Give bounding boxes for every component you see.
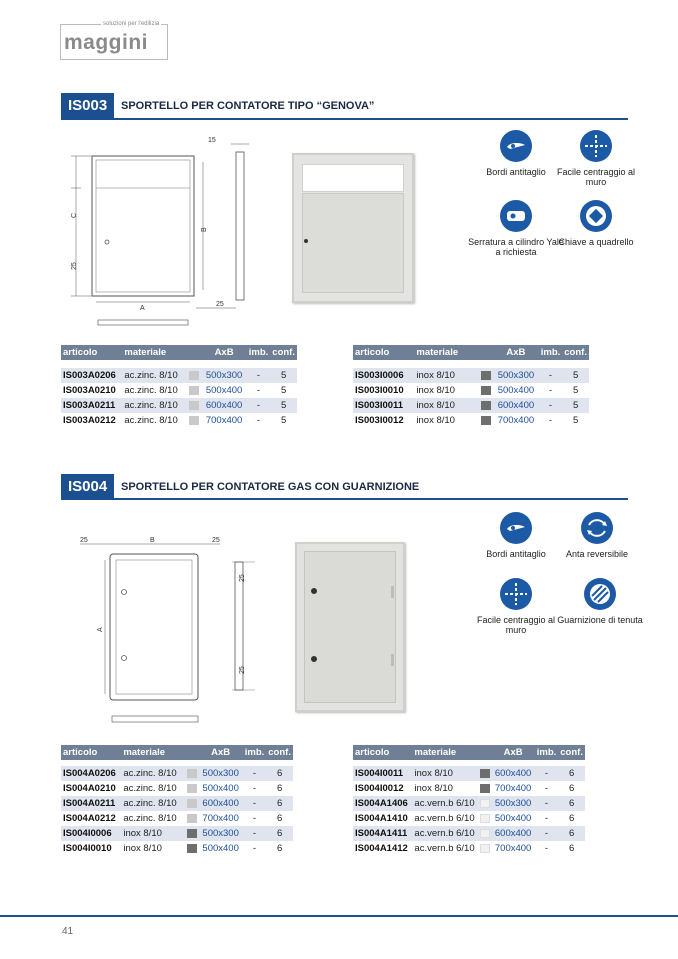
section-divider	[61, 498, 628, 500]
cell-conf: 6	[266, 796, 293, 811]
cell-material: ac.zinc. 8/10	[122, 398, 187, 413]
door-panel	[304, 551, 396, 703]
col-swatch	[187, 345, 201, 360]
cell-imb: -	[535, 826, 559, 841]
brand-name: maggini	[64, 31, 149, 54]
dim-label-15: 15	[208, 137, 216, 144]
cell-size: 700x400	[205, 415, 243, 426]
col-swatch	[185, 745, 199, 760]
feature-facile-centraggio	[548, 130, 644, 187]
cell-imb: -	[548, 415, 553, 426]
feature-label: Guarnizione di tenuta	[557, 615, 643, 625]
cell-code: IS003I0006	[353, 368, 414, 383]
cell-conf: 5	[270, 398, 297, 413]
feature-label: Bordi antitaglio	[486, 167, 546, 177]
col-axb: AxB	[493, 345, 539, 360]
col-imb: imb.	[244, 747, 265, 758]
product-table-is004-left	[61, 745, 293, 856]
material-swatch	[481, 371, 491, 380]
cell-imb: -	[544, 783, 549, 794]
cell-size: 700x400	[494, 843, 532, 854]
section-code-is003: IS003	[61, 93, 114, 119]
table-row	[353, 796, 585, 811]
target-icon	[500, 578, 532, 610]
section-code-is004: IS004	[61, 474, 114, 500]
footer-divider	[0, 915, 678, 917]
col-axb: AxB	[201, 345, 246, 360]
cell-imb: -	[256, 385, 261, 396]
table-row	[353, 826, 585, 841]
table-row	[61, 841, 293, 856]
col-axb: AxB	[199, 745, 243, 760]
brand-logo	[60, 21, 168, 60]
col-materiale: materiale	[121, 745, 184, 760]
cell-code: IS004A1406	[353, 796, 412, 811]
col-imb: imb.	[536, 747, 557, 758]
feature-label: Anta reversibile	[565, 549, 629, 559]
cell-code: IS003A0211	[61, 398, 122, 413]
dim-label-25-left: 25	[71, 262, 78, 270]
cell-conf: 5	[270, 368, 297, 383]
dim-label-a: A	[97, 627, 104, 632]
cell-size: 600x400	[199, 796, 243, 811]
hinge	[391, 654, 394, 666]
cell-size: 600x400	[201, 398, 246, 413]
col-articolo: articolo	[61, 345, 122, 360]
cell-conf: 6	[568, 843, 575, 854]
cell-code: IS004A0212	[63, 813, 116, 824]
feature-chiave-quadrello	[548, 200, 644, 247]
cell-imb: -	[243, 826, 267, 841]
col-materiale: materiale	[414, 345, 479, 360]
reversible-icon	[581, 512, 613, 544]
material-swatch	[187, 829, 197, 838]
col-conf: conf.	[266, 745, 293, 760]
cell-imb: -	[548, 385, 553, 396]
technical-drawing-is004	[70, 532, 260, 732]
col-swatch	[479, 345, 493, 360]
cell-conf: 6	[568, 783, 575, 794]
cell-size: 500x400	[205, 385, 243, 396]
product-photo-is003	[292, 153, 414, 303]
cell-material: inox 8/10	[414, 398, 479, 413]
col-conf: conf.	[562, 345, 589, 360]
hinge	[391, 586, 394, 598]
col-axb: AxB	[492, 745, 535, 760]
cell-size: 500x300	[199, 766, 243, 781]
table-row	[353, 766, 585, 781]
cell-code: IS004A0206	[61, 766, 121, 781]
cell-size: 600x400	[493, 398, 539, 413]
cell-code: IS003A0212	[63, 415, 116, 426]
gasket-icon	[584, 578, 616, 610]
cell-conf: 6	[558, 766, 585, 781]
cell-code: IS004A0211	[61, 796, 121, 811]
cell-code: IS003A0206	[61, 368, 122, 383]
section-title-is003: SPORTELLO PER CONTATORE TIPO “GENOVA”	[121, 100, 375, 112]
cell-material: ac.zinc. 8/10	[121, 766, 184, 781]
material-swatch	[480, 829, 490, 838]
cell-material: ac.vern.b 6/10	[414, 813, 475, 824]
table-row	[61, 781, 293, 796]
edge-icon	[500, 130, 532, 162]
cell-conf: 6	[558, 796, 585, 811]
cell-material: inox 8/10	[414, 783, 453, 794]
feature-label: Facile centraggio al muro	[476, 615, 556, 635]
section-divider	[61, 118, 628, 120]
cell-imb: -	[535, 796, 559, 811]
table-row	[61, 398, 297, 413]
lock-dot	[311, 588, 317, 594]
dim-label-25-bottom: 25	[239, 666, 246, 674]
dim-label-25-top: 25	[239, 574, 246, 582]
cell-size: 500x300	[492, 796, 535, 811]
col-articolo: articolo	[61, 745, 121, 760]
cell-size: 500x300	[201, 368, 246, 383]
cell-imb: -	[535, 766, 559, 781]
table-row	[61, 766, 293, 781]
material-swatch	[480, 799, 490, 808]
cell-imb: -	[247, 368, 271, 383]
table-row	[61, 811, 293, 826]
dim-label-c: C	[71, 212, 78, 218]
cell-material: inox 8/10	[123, 843, 162, 854]
material-swatch	[480, 769, 490, 778]
table-row	[61, 383, 297, 398]
col-articolo: articolo	[353, 745, 412, 760]
technical-drawing-is003	[66, 132, 266, 332]
table-row	[353, 398, 589, 413]
material-swatch	[481, 386, 491, 395]
cell-conf: 6	[276, 843, 283, 854]
dim-label-25-left: 25	[80, 537, 88, 544]
cell-code: IS004I0010	[63, 843, 112, 854]
dim-label-25-bottom: 25	[216, 301, 224, 308]
material-swatch	[187, 814, 197, 823]
feature-label: Serratura a cilindro Yale a richiesta	[468, 237, 564, 257]
cell-code: IS004I0011	[353, 766, 412, 781]
cell-code: IS004I0006	[61, 826, 121, 841]
cell-size: 700x400	[497, 415, 535, 426]
cell-material: inox 8/10	[416, 415, 455, 426]
table-row	[353, 383, 589, 398]
cell-imb: -	[256, 415, 261, 426]
feature-label: Chiave a quadrello	[558, 237, 634, 247]
product-table-is003-inox	[353, 345, 589, 428]
cell-size: 500x300	[493, 368, 539, 383]
material-swatch	[481, 416, 491, 425]
feature-anta-reversibile	[549, 512, 645, 559]
cell-size: 700x400	[202, 813, 239, 824]
cell-material: ac.zinc. 8/10	[124, 415, 178, 426]
cell-imb: -	[243, 766, 267, 781]
feature-label: Bordi antitaglio	[486, 549, 546, 559]
col-articolo: articolo	[353, 345, 414, 360]
product-photo-is004	[295, 542, 405, 712]
cell-conf: 6	[266, 826, 293, 841]
cell-conf: 5	[572, 415, 579, 426]
cell-code: IS003I0011	[353, 398, 414, 413]
table-row	[353, 781, 585, 796]
cell-conf: 6	[558, 826, 585, 841]
material-swatch	[187, 844, 197, 853]
col-conf: conf.	[270, 345, 297, 360]
cell-conf: 5	[562, 398, 589, 413]
table-row	[61, 826, 293, 841]
target-icon	[580, 130, 612, 162]
cell-material: ac.zinc. 8/10	[124, 385, 178, 396]
cell-code: IS003I0010	[355, 385, 404, 396]
cell-size: 600x400	[492, 766, 535, 781]
lock-dot	[304, 239, 308, 243]
brand-tagline: soluzioni per l'edilizia	[103, 21, 160, 27]
cell-material: ac.zinc. 8/10	[123, 783, 177, 794]
material-swatch	[480, 814, 490, 823]
cell-conf: 6	[266, 766, 293, 781]
cell-code: IS004A1410	[355, 813, 408, 824]
dim-label-25-right: 25	[212, 537, 220, 544]
cell-conf: 6	[568, 813, 575, 824]
cell-code: IS003I0012	[355, 415, 404, 426]
cell-code: IS003A0210	[63, 385, 116, 396]
cell-size: 500x300	[199, 826, 243, 841]
cell-material: ac.zinc. 8/10	[123, 813, 177, 824]
table-row	[353, 811, 585, 826]
cell-size: 500x400	[202, 843, 239, 854]
material-swatch	[189, 386, 199, 395]
cell-conf: 5	[280, 385, 287, 396]
cell-material: inox 8/10	[412, 766, 477, 781]
cell-imb: -	[252, 813, 257, 824]
feature-label: Facile centraggio al muro	[556, 167, 636, 187]
material-swatch	[480, 844, 490, 853]
col-conf: conf.	[558, 745, 585, 760]
table-row	[61, 368, 297, 383]
cell-imb: -	[544, 813, 549, 824]
cell-material: ac.vern.b 6/10	[412, 796, 477, 811]
cell-size: 500x400	[202, 783, 239, 794]
material-swatch	[481, 401, 491, 410]
col-materiale: materiale	[412, 745, 477, 760]
cell-imb: -	[252, 783, 257, 794]
cell-code: IS004A1412	[355, 843, 408, 854]
cell-size: 500x400	[494, 813, 532, 824]
material-swatch	[189, 371, 199, 380]
col-materiale: materiale	[122, 345, 187, 360]
table-row	[353, 368, 589, 383]
lock-cylinder-icon	[500, 200, 532, 232]
cell-material: inox 8/10	[414, 368, 479, 383]
cell-conf: 6	[276, 813, 283, 824]
table-row	[61, 796, 293, 811]
cell-conf: 5	[562, 368, 589, 383]
cell-material: ac.zinc. 8/10	[121, 796, 184, 811]
dim-label-a: A	[140, 305, 145, 312]
cell-imb: -	[544, 843, 549, 854]
edge-icon	[500, 512, 532, 544]
cell-imb: -	[247, 398, 271, 413]
cell-material: inox 8/10	[121, 826, 184, 841]
cell-code: IS004A0210	[63, 783, 116, 794]
material-swatch	[189, 416, 199, 425]
feature-facile-centraggio	[468, 578, 564, 635]
dim-label-b: B	[150, 537, 155, 544]
cell-code: IS004I0012	[355, 783, 404, 794]
material-swatch	[189, 401, 199, 410]
col-imb: imb.	[248, 347, 269, 358]
product-table-is003-zinc	[61, 345, 297, 428]
cell-material: ac.zinc. 8/10	[122, 368, 187, 383]
lock-dot	[311, 656, 317, 662]
table-row	[353, 413, 589, 428]
table-row	[353, 841, 585, 856]
table-row	[61, 413, 297, 428]
dim-label-b: B	[201, 227, 208, 232]
cell-size: 500x400	[497, 385, 535, 396]
col-swatch	[478, 745, 492, 760]
section-title-is004: SPORTELLO PER CONTATORE GAS CON GUARNIZIONE	[121, 481, 420, 493]
cell-imb: -	[243, 796, 267, 811]
door-panel	[302, 193, 404, 293]
cell-imb: -	[539, 398, 563, 413]
cell-imb: -	[252, 843, 257, 854]
col-imb: imb.	[540, 347, 561, 358]
cell-conf: 5	[572, 385, 579, 396]
window-opening	[302, 164, 404, 192]
cell-material: ac.vern.b 6/10	[412, 826, 477, 841]
cell-conf: 5	[280, 415, 287, 426]
cell-size: 700x400	[494, 783, 532, 794]
cell-size: 600x400	[492, 826, 535, 841]
material-swatch	[480, 784, 490, 793]
square-key-icon	[580, 200, 612, 232]
material-swatch	[187, 784, 197, 793]
cell-material: ac.vern.b 6/10	[414, 843, 475, 854]
cell-conf: 6	[276, 783, 283, 794]
material-swatch	[187, 799, 197, 808]
page-number: 41	[62, 926, 74, 937]
cell-material: inox 8/10	[416, 385, 455, 396]
product-table-is004-right	[353, 745, 585, 856]
cell-imb: -	[539, 368, 563, 383]
feature-guarnizione	[552, 578, 648, 625]
material-swatch	[187, 769, 197, 778]
cell-code: IS004A1411	[353, 826, 412, 841]
